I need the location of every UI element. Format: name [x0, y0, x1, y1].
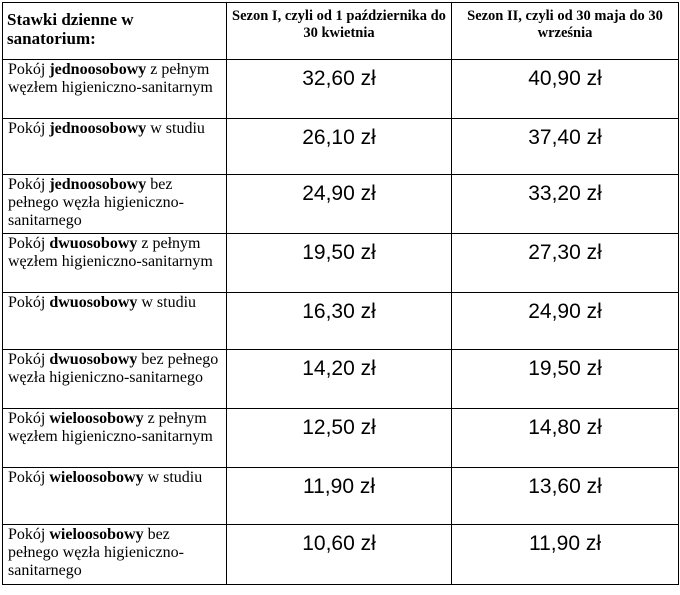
room-occupancy: wieloosobowy	[49, 410, 144, 427]
room-prefix: Pokój	[8, 410, 50, 427]
table-row	[3, 175, 679, 234]
room-suffix: w studiu	[146, 120, 205, 137]
room-description	[3, 293, 227, 350]
price-season-1: 19,50 zł	[227, 234, 452, 293]
price-season-1: 10,60 zł	[227, 525, 452, 585]
price-season-2: 40,90 zł	[452, 60, 679, 119]
room-suffix: w studiu	[143, 469, 203, 486]
room-description	[3, 60, 227, 119]
header-season-1: Sezon I, czyli od 1 października do 30 kwietnia	[227, 3, 452, 60]
price-season-2: 13,60 zł	[452, 468, 679, 525]
room-prefix: Pokój	[8, 526, 50, 543]
room-prefix: Pokój	[8, 351, 50, 368]
room-suffix: bez pełnego węzła higieniczno-sanitarnego	[8, 526, 184, 579]
price-season-1: 14,20 zł	[227, 350, 452, 409]
room-prefix: Pokój	[8, 176, 50, 193]
room-description	[3, 119, 227, 175]
room-occupancy: jednoosobowy	[49, 61, 147, 78]
price-season-2: 27,30 zł	[452, 234, 679, 293]
rates-table	[2, 2, 679, 585]
price-season-2: 33,20 zł	[452, 175, 679, 234]
room-prefix: Pokój	[8, 235, 50, 252]
table-header-row	[3, 3, 679, 60]
room-occupancy: dwuosobowy	[49, 351, 138, 368]
room-occupancy: dwuosobowy	[49, 294, 138, 311]
table-row	[3, 409, 679, 468]
room-description	[3, 175, 227, 234]
room-description	[3, 409, 227, 468]
price-season-2: 24,90 zł	[452, 293, 679, 350]
price-season-1: 32,60 zł	[227, 60, 452, 119]
header-room-type: Stawki dzienne w sanatorium:	[3, 3, 227, 60]
room-occupancy: wieloosobowy	[49, 526, 144, 543]
room-prefix: Pokój	[8, 61, 50, 78]
room-occupancy: jednoosobowy	[49, 176, 147, 193]
room-prefix: Pokój	[8, 294, 50, 311]
room-occupancy: jednoosobowy	[49, 120, 147, 137]
table-row	[3, 468, 679, 525]
price-season-1: 26,10 zł	[227, 119, 452, 175]
table-row	[3, 60, 679, 119]
price-season-1: 11,90 zł	[227, 468, 452, 525]
table-row	[3, 293, 679, 350]
price-season-2: 11,90 zł	[452, 525, 679, 585]
room-suffix: z pełnym węzłem higieniczno-sanitarnym	[8, 410, 213, 445]
room-prefix: Pokój	[8, 469, 50, 486]
room-description	[3, 525, 227, 585]
price-season-1: 12,50 zł	[227, 409, 452, 468]
room-description	[3, 350, 227, 409]
room-suffix: bez pełnego węzła higieniczno-sanitarnego	[8, 176, 184, 229]
room-suffix: bez pełnego węzła higieniczno-sanitarnego	[8, 351, 219, 386]
room-description	[3, 468, 227, 525]
table-row	[3, 234, 679, 293]
table-row	[3, 119, 679, 175]
table-row	[3, 525, 679, 585]
header-season-2: Sezon II, czyli od 30 maja do 30 września	[452, 3, 679, 60]
table-row	[3, 350, 679, 409]
price-season-1: 24,90 zł	[227, 175, 452, 234]
price-season-1: 16,30 zł	[227, 293, 452, 350]
room-description	[3, 234, 227, 293]
price-season-2: 19,50 zł	[452, 350, 679, 409]
price-season-2: 37,40 zł	[452, 119, 679, 175]
room-occupancy: dwuosobowy	[49, 235, 138, 252]
room-prefix: Pokój	[8, 120, 50, 137]
room-suffix: w studiu	[137, 294, 197, 311]
room-suffix: z pełnym węzłem higieniczno-sanitarnym	[8, 235, 213, 270]
room-occupancy: wieloosobowy	[49, 469, 144, 486]
price-season-2: 14,80 zł	[452, 409, 679, 468]
room-suffix: z pełnym węzłem higieniczno-sanitarnym	[8, 61, 213, 96]
